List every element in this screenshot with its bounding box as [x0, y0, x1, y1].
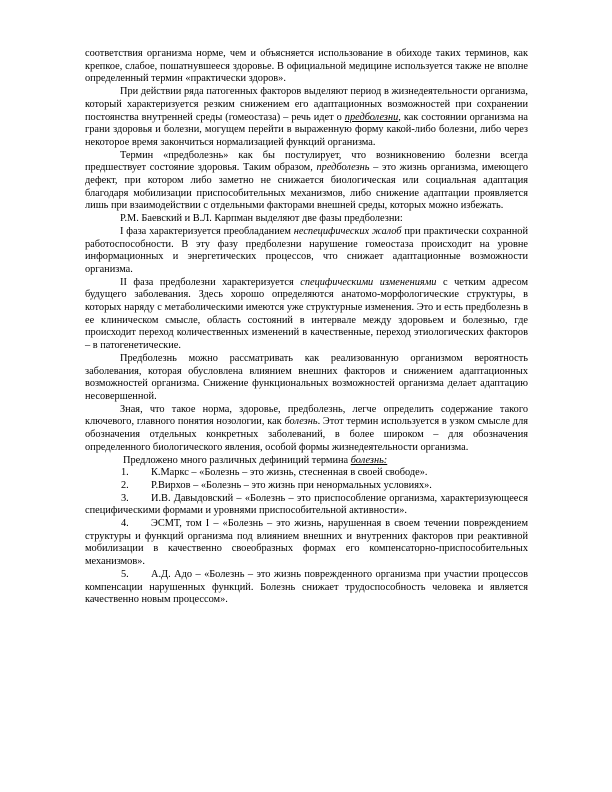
list-item-text: К.Маркс – «Болезнь – это жизнь, стесненная в своей свободе». [151, 467, 428, 479]
list-item-number: 5. [121, 568, 129, 580]
list-item [85, 569, 528, 607]
list-item-text: И.В. Давыдовский – «Болезнь – это приспособление организма, характеризующееся специфическими формами и уровнями приспособительной активности». [85, 492, 528, 517]
term-disease: болезнь [284, 416, 318, 428]
paragraph-disease-concept: Зная, что такое норма, здоровье, предболезнь, легче определить содержание такого ключевого, главного понятия нозологии, как болезнь. Этот термин используется в узком смысле для обозначения отдельных конкретных заболеваний, в более широком – для обозначения определенного биологического явления, особой формы жизнедеятельности организма. [85, 403, 528, 453]
document-page [85, 48, 528, 607]
list-item-text: ЭСМТ, том I – «Болезнь – это жизнь, нарушенная в своем течении повреждением структуры и функций организма под влиянием внешних и внутренних факторов при реактивной мобилизации в качественно своеобразных формах его компенсаторно-приспособительных механизмов». [85, 518, 528, 568]
paragraph-predisease-probability: Предболезнь можно рассматривать как реализованную организмом вероятность заболевания, которая обусловлена влиянием внешних факторов и снижением адаптационных возможностей организма. Снижение функциональных возможностей организма делает адаптацию несовершенной. [85, 352, 528, 402]
paragraph-phase-two: II фаза предболезни характеризуется специфическими изменениями с четким адресом будущего заболевания. Здесь хорошо определяются анатомо-морфологические структуры, в которых наряду с метаболическими имеются уже структурные изменения. Это и есть предболезнь в ее клиническом смысле, область состояний в интервале между здоровьем и болезнью, где происходит переход количественных изменений в качественные, переход этиологических факторов – в патогенетические. [85, 276, 528, 352]
paragraph-predisease-term: Термин «предболезнь» как бы постулирует, что возникновению болезни всегда предшествует состояние здоровья. Таким образом, предболезнь – это жизнь организма, имеющего дефект, при котором либо заметно не снижается биологическая или социальная адаптация благодаря мобилизации приспособительных механизмов, либо снижение адаптации проявляется лишь при взаимодействии с отдельными факторами внешней среды, которых можно избежать. [85, 149, 528, 212]
term-predisease-italic: предболезнь [316, 162, 370, 174]
list-item-text: А.Д. Адо – «Болезнь – это жизнь поврежденного организма при участии процессов компенсации нарушенных функций. Болезнь снижает трудоспособность человека и является качественно новым процессом». [85, 568, 528, 606]
list-item [85, 518, 528, 569]
term-specific-changes: специфическими изменениями [300, 276, 437, 288]
list-item [85, 480, 528, 493]
paragraph-definitions-intro: Предложено много различных дефиниций термина болезнь: [123, 454, 388, 466]
list-item-number: 3. [121, 492, 129, 504]
paragraph-intro: соответствия организма норме, чем и объясняется использование в обиходе таких терминов, как крепкое, слабое, пошатнувшееся здоровье. В официальной медицине используется также не вполне определенный термин «практически здоров». [85, 48, 528, 85]
term-predisease: предболезни [344, 111, 399, 123]
list-item [85, 493, 528, 518]
paragraph-phases-intro: Р.М. Баевский и В.Л. Карпман выделяют две фазы предболезни: [120, 213, 403, 225]
paragraph-predisease-definition: При действии ряда патогенных факторов выделяют период в жизнедеятельности организма, который характеризуется резким снижением его адаптационных возможностей при сохранении постоянства внутренней среды (гомеостаза) – речь идет о предболезни, как состоянии организма на грани здоровья и болезни, могущем перейти в выраженную форму какой-либо болезни, либо через некоторое время закончиться нормализацией функций организма. [85, 86, 528, 148]
list-item-number: 1. [121, 467, 129, 479]
list-item-number: 2. [121, 479, 129, 491]
definitions-list [85, 467, 528, 607]
term-disease-underlined: болезнь: [350, 454, 388, 466]
paragraph-phase-one: I фаза характеризуется преобладанием неспецифических жалоб при практически сохранной работоспособности. В эту фазу предболезни нарушение гомеостаза происходит на уровне информационных и энергетических процессов, что снижает адаптационные возможности организма. [85, 225, 529, 275]
list-item-text: Р.Вирхов – «Болезнь – это жизнь при ненормальных условиях». [151, 479, 432, 491]
list-item [85, 467, 528, 480]
term-nonspecific-complaints: неспецифических жалоб [293, 225, 402, 237]
list-item-number: 4. [121, 518, 129, 530]
